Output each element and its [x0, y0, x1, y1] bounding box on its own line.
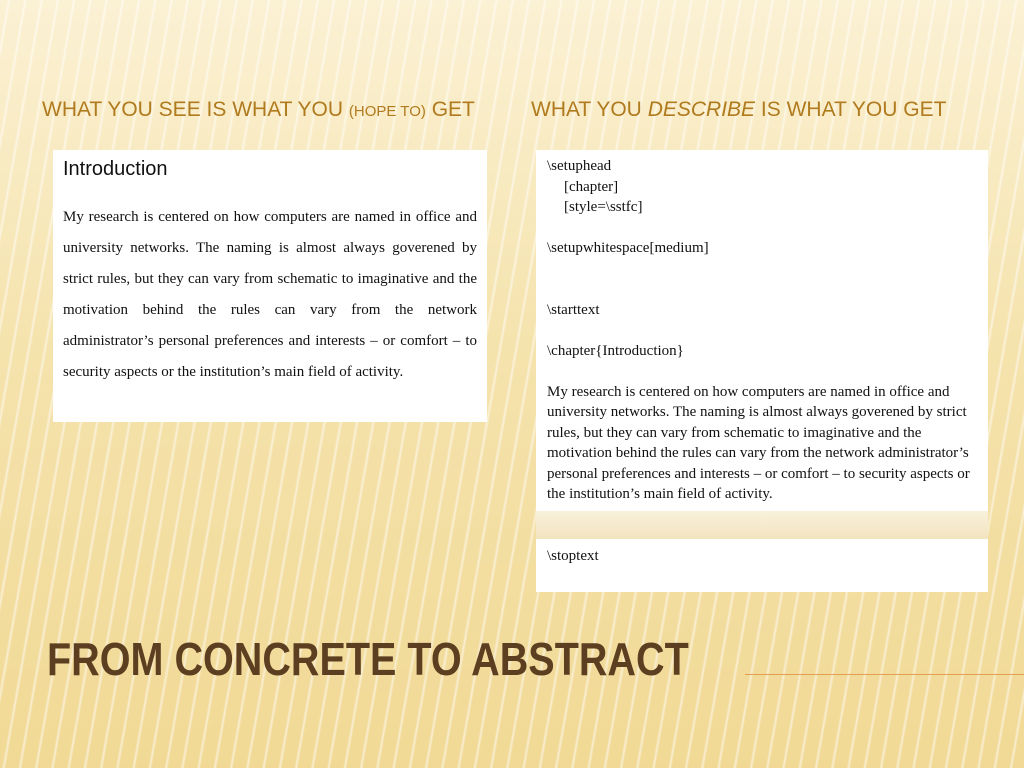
- wydiwyg-heading: [531, 98, 946, 128]
- heading-text-end: GET: [431, 98, 475, 121]
- code-line: \setupwhitespace[medium]: [547, 240, 709, 256]
- slide-title: FROM CONCRETE TO ABSTRACT: [47, 633, 689, 685]
- code-line: [style=\sstfc]: [564, 199, 643, 215]
- code-line: \setuphead: [547, 158, 612, 174]
- chapter-title: Introduction: [63, 158, 168, 180]
- separator-band: [536, 511, 988, 539]
- blank-line: [547, 279, 978, 300]
- blank-line: [547, 259, 978, 280]
- title-rule: [745, 674, 1024, 675]
- blank-line: [547, 218, 978, 239]
- source-code-box: [536, 150, 988, 592]
- code-line: \chapter{Introduction}: [547, 342, 684, 359]
- heading-text-end: IS WHAT YOU GET: [760, 98, 947, 121]
- code-line: \stoptext: [547, 547, 599, 564]
- heading-text: WHAT YOU: [531, 98, 642, 121]
- rendered-paragraph: My research is centered on how computers are named in office and university networks. The naming is almost always goverened by strict rules, but they can vary from schematic to imaginative and the motivation behind the rules can vary from the network administrator’s personal preferences and interests – or comfort – to security aspects or the institution’s main field of activity.: [63, 209, 477, 380]
- heading-emphasis: DESCRIBE: [647, 98, 756, 121]
- blank-line: [547, 361, 978, 382]
- source-code: [536, 150, 988, 566]
- code-line: [chapter]: [564, 178, 619, 195]
- rendered-output-box: [53, 150, 487, 422]
- code-paragraph: My research is centered on how computers are named in office and university networks. The naming is almost always goverened by strict rules, but they can vary from schematic to imaginative and the motivation behind the rules can vary from the network administrator’s personal preferences and interests – or comfort – to security aspects or the institution’s main field of activity.: [547, 383, 970, 502]
- heading-small-text: (HOPE TO): [348, 103, 426, 120]
- code-line: \starttext: [547, 301, 600, 318]
- heading-text: WHAT YOU SEE IS WHAT YOU: [42, 98, 344, 121]
- wysiwyg-heading: [42, 98, 475, 128]
- blank-line: [547, 320, 978, 341]
